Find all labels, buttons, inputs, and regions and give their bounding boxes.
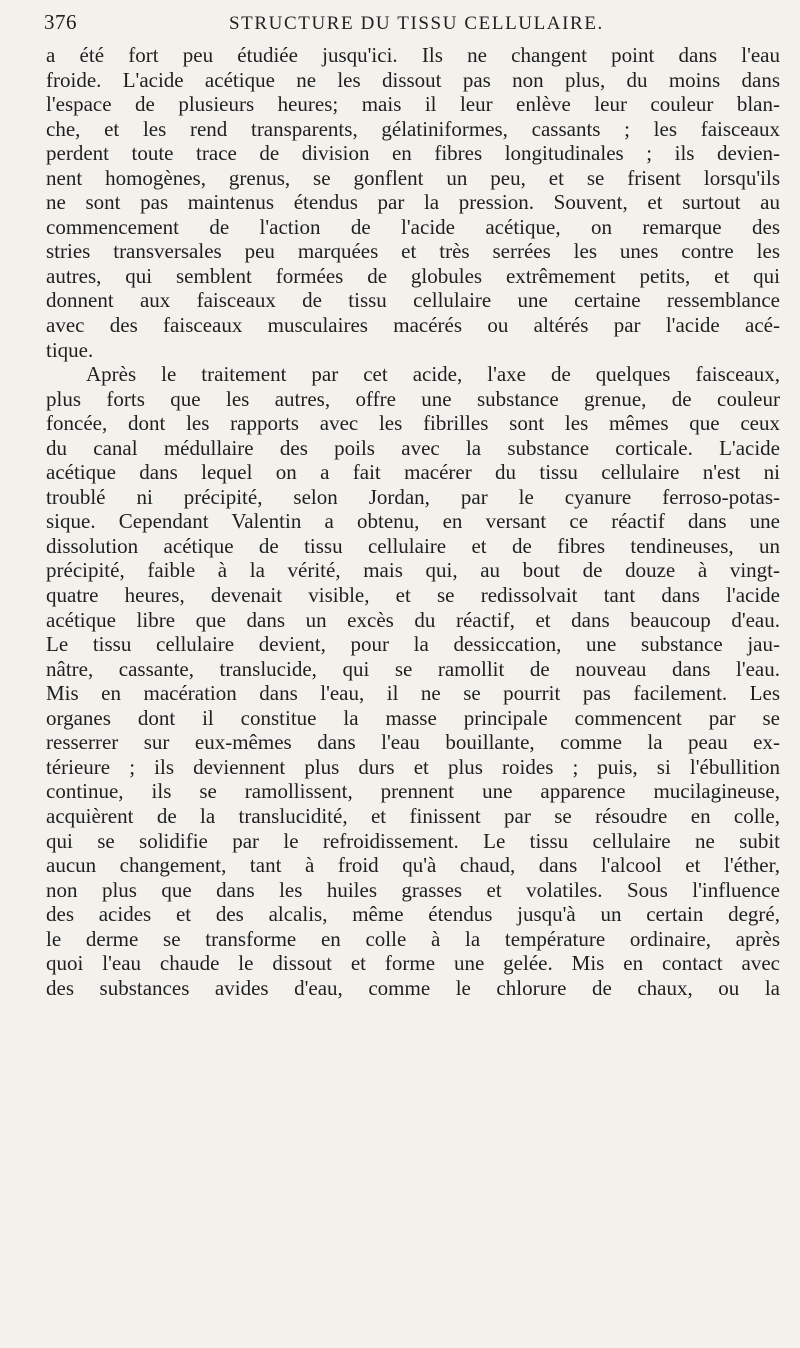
text-line: quatre heures, devenait visible, et se redissolvait tant dans l'acide [46, 583, 780, 608]
text-line: Mis en macération dans l'eau, il ne se pourrit pas facilement. Les [46, 681, 780, 706]
text-line: avec des faisceaux musculaires macérés ou altérés par l'acide acé- [46, 313, 780, 338]
text-line: commencement de l'action de l'acide acétique, on remarque des [46, 214, 780, 239]
text-line: continue, ils se ramollissent, prennent une apparence mucilagineuse, [46, 779, 780, 804]
text-line: troublé ni précipité, selon Jordan, par le cyanure ferroso-potas- [46, 484, 780, 509]
text-line: quoi l'eau chaude le dissout et forme une gelée. Mis en contact avec [46, 951, 780, 976]
text-line: organes dont il constitue la masse principale commencent par se [46, 705, 780, 730]
text-body [46, 43, 780, 1000]
text-line: acétique dans lequel on a fait macérer du tissu cellulaire n'est ni [46, 460, 780, 485]
text-line: a été fort peu étudiée jusqu'ici. Ils ne changent point dans l'eau [46, 43, 780, 67]
text-line: térieure ; ils deviennent plus durs et plus roides ; puis, si l'ébullition [46, 754, 780, 779]
text-line: des substances avides d'eau, comme le chlorure de chaux, ou la [46, 975, 780, 1000]
text-line: des acides et des alcalis, même étendus jusqu'à un certain degré, [46, 902, 780, 927]
text-line: perdent toute trace de division en fibres longitudinales ; ils devien- [46, 141, 780, 166]
text-line: dissolution acétique de tissu cellulaire et de fibres tendineuses, un [46, 533, 780, 558]
text-line: sique. Cependant Valentin a obtenu, en versant ce réactif dans une [46, 509, 780, 534]
text-line: non plus que dans les huiles grasses et volatiles. Sous l'influence [46, 877, 780, 902]
text-line: nâtre, cassante, translucide, qui se ramollit de nouveau dans l'eau. [46, 656, 780, 681]
text-line: stries transversales peu marquées et très serrées les unes contre les [46, 239, 780, 264]
text-line: ne sont pas maintenus étendus par la pression. Souvent, et surtout au [46, 190, 780, 215]
text-line: le derme se transforme en colle à la température ordinaire, après [46, 926, 780, 951]
text-line: aucun changement, tant à froid qu'à chaud, dans l'alcool et l'éther, [46, 853, 780, 878]
text-line: acétique libre que dans un excès du réactif, et dans beaucoup d'eau. [46, 607, 780, 632]
text-line: che, et les rend transparents, gélatiniformes, cassants ; les faisceaux [46, 116, 780, 141]
page-number: 376 [44, 10, 77, 34]
text-line: précipité, faible à la vérité, mais qui, au bout de douze à vingt- [46, 558, 780, 583]
text-line: nent homogènes, grenus, se gonflent un peu, et se frisent lorsqu'ils [46, 165, 780, 190]
text-line: foncée, dont les rapports avec les fibrilles sont les mêmes que ceux [46, 411, 780, 436]
paragraph-end-line: tique. [46, 337, 94, 362]
paragraph-first-line: Après le traitement par cet acide, l'axe de quelques faisceaux, [86, 362, 780, 387]
text-line: qui se solidifie par le refroidissement. Le tissu cellulaire ne subit [46, 828, 780, 853]
text-line: Le tissu cellulaire devient, pour la dessiccation, une substance jau- [46, 632, 780, 657]
text-line: resserrer sur eux-mêmes dans l'eau bouillante, comme la peau ex- [46, 730, 780, 755]
text-line: l'espace de plusieurs heures; mais il leur enlève leur couleur blan- [46, 92, 780, 117]
text-line: plus forts que les autres, offre une substance grenue, de couleur [46, 386, 780, 411]
text-line: du canal médullaire des poils avec la substance corticale. L'acide [46, 435, 780, 460]
text-line: acquièrent de la translucidité, et finissent par se résoudre en colle, [46, 803, 780, 828]
text-line: donnent aux faisceaux de tissu cellulaire une certaine ressemblance [46, 288, 780, 313]
running-head [44, 10, 779, 40]
text-line: autres, qui semblent formées de globules extrêmement petits, et qui [46, 263, 780, 288]
text-line: froide. L'acide acétique ne les dissout pas non plus, du moins dans [46, 67, 780, 92]
running-title: STRUCTURE DU TISSU CELLULAIRE. [229, 13, 604, 34]
